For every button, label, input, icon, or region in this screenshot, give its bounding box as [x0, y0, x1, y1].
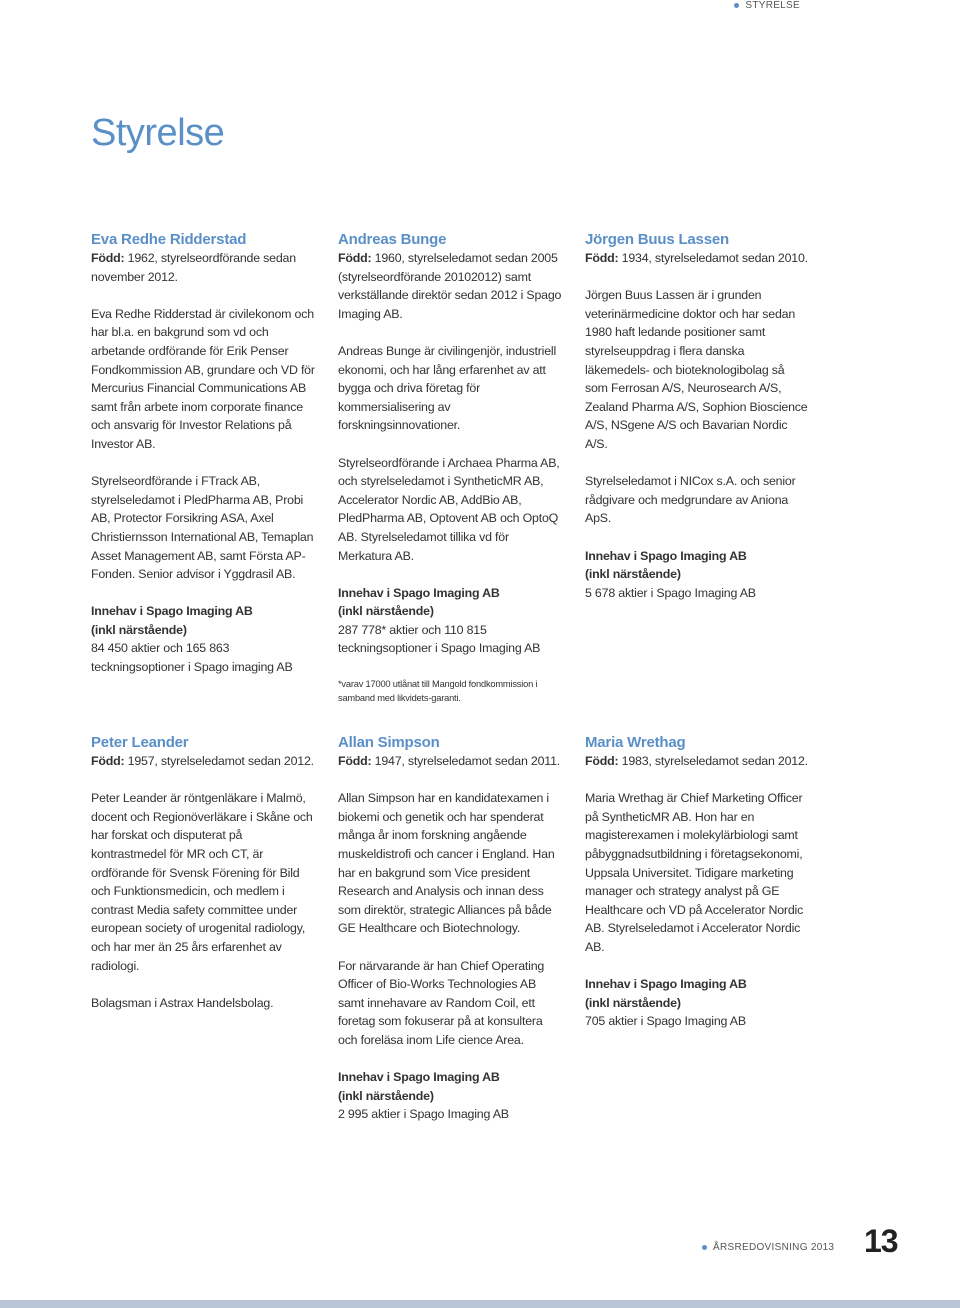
holdings-value: 2 995 aktier i Spago Imaging AB: [338, 1107, 509, 1122]
page-number: 13: [864, 1223, 898, 1259]
member-born: Född: 1983, styrelseledamot sedan 2012.: [585, 754, 808, 768]
holdings-value: 705 aktier i Spago Imaging AB: [585, 1014, 746, 1029]
holdings-subtitle: (inkl närstående): [585, 567, 681, 582]
member-born: Född: 1960, styrelseledamot sedan 2005 (styrelseordförande 20102012) samt verkställande direktör sedan 2012 i Spago Imaging AB.: [338, 251, 562, 321]
member-bio: Andreas Bunge är civilingenjör, industriell ekonomi, och har lång erfarenhet av att bygga och driva företag för kommersialisering av forskningsinnovationer.: [338, 343, 557, 433]
holdings-footnote: *varav 17000 utlånat till Mangold fondkommission i samband med likvidets-garanti.: [338, 678, 538, 703]
member-name: Peter Leander: [91, 734, 189, 751]
member-born: Född: 1962, styrelseordförande sedan november 2012.: [91, 251, 296, 284]
board-member-jorgen: [585, 230, 810, 602]
holdings-value: 5 678 aktier i Spago Imaging AB: [585, 585, 756, 600]
member-bio: Allan Simpson har en kandidatexamen i biokemi och genetik och har spenderat många år inom forskning angående muskeldistrofi och cancer i England. Han har en bakgrund som Vice president Research and Analysis och innan dess som direktör, strategic Alliances på både GE Healthcare och Biotechnology.: [338, 791, 555, 936]
holdings-subtitle: (inkl närstående): [91, 622, 187, 637]
member-bio: Peter Leander är röntgenläkare i Malmö, docent och Regionöverläkare i Skåne och har forskat och disputerat på kontrastmedel för MR och CT, är ordförande för Svensk Förening för Bild och Funktionsmedicin, och medlem i contrast Media safety committee under european society of urogenital radiology, och har mer än 25 års erfarenhet av radiologi.: [91, 791, 313, 973]
board-member-allan: [338, 733, 563, 1124]
page-title: Styrelse: [91, 112, 225, 154]
holdings-value: 84 450 aktier och 165 863 teckningsoptioner i Spago imaging AB: [91, 641, 293, 675]
holdings-subtitle: (inkl närstående): [338, 604, 434, 619]
member-born: Född: 1957, styrelseledamot sedan 2012.: [91, 754, 314, 768]
board-member-maria: [585, 733, 810, 1031]
holdings-subtitle: (inkl närstående): [585, 995, 681, 1010]
member-born: Född: 1947, styrelseledamot sedan 2011.: [338, 754, 561, 768]
member-bio: For närvarande är han Chief Operating Officer of Bio-Works Technologies AB samt innehavare av Random Coil, ett foretag som fokuserar på at konsultera och foreläsa inom Life cience Area.: [338, 958, 545, 1047]
holdings-title: Innehav i Spago Imaging AB: [338, 585, 500, 600]
member-bio: Styrelseordförande i FTrack AB, styrelseledamot i PledPharma AB, Probi AB, Protector Forsikring ASA, Axel Christiernsson International AB, Temaplan Asset Management AB, samt Första AP-Fonden. Senior advisor i Yggdrasil AB.: [91, 474, 314, 582]
board-member-eva: [91, 230, 316, 677]
bullet-icon: [702, 1245, 707, 1250]
bottom-bar: [0, 1300, 960, 1308]
holdings-title: Innehav i Spago Imaging AB: [585, 548, 747, 563]
holdings-subtitle: (inkl närstående): [338, 1088, 434, 1103]
member-bio: Maria Wrethag är Chief Marketing Officer på SyntheticMR AB. Hon har en magisterexamen i molekylärbiologi samt påbyggnadsutbildning i företagsekonomi, Uppsala Universitet. Tidigare marketing manager och strategy analyst på GE Healthcare och VD på Accelerator Nordic AB. Styrelseledamot i Accelerator Nordic AB.: [585, 791, 804, 954]
section-label: [734, 0, 800, 11]
member-name: Maria Wrethag: [585, 734, 686, 751]
member-born: Född: 1934, styrelseledamot sedan 2010.: [585, 251, 808, 265]
member-bio: Bolagsman i Astrax Handelsbolag.: [91, 995, 274, 1010]
member-bio: Styrelseledamot i NICox s.A. och senior rådgivare och medgrundare av Aniona ApS.: [585, 474, 796, 526]
member-name: Eva Redhe Ridderstad: [91, 231, 247, 248]
bullet-icon: [734, 3, 739, 8]
holdings-title: Innehav i Spago Imaging AB: [585, 977, 747, 992]
section-label-text: STYRELSE: [745, 0, 800, 11]
member-name: Jörgen Buus Lassen: [585, 231, 729, 248]
member-name: Andreas Bunge: [338, 231, 447, 248]
holdings-value: 287 778* aktier och 110 815 teckningsoptioner i Spago Imaging AB: [338, 622, 541, 656]
board-member-peter: [91, 733, 316, 1012]
holdings-title: Innehav i Spago Imaging AB: [91, 604, 253, 619]
report-label: [702, 1242, 834, 1253]
member-bio: Jörgen Buus Lassen är i grunden veterinärmedicine doktor och har sedan 1980 haft ledande positioner samt styrelseuppdrag i flera danska läkemedels- och bioteknologibolag så som Ferrosan A/S, Neurosearch A/S, Zealand Pharma A/S, Sophion Bioscience A/S, NSgene A/S och Bavarian Nordic A/S.: [585, 288, 808, 451]
holdings-title: Innehav i Spago Imaging AB: [338, 1070, 500, 1085]
report-label-text: ÅRSREDOVISNING 2013: [713, 1242, 835, 1253]
member-bio: Styrelseordförande i Archaea Pharma AB, och styrelseledamot i SyntheticMR AB, Accelerator Nordic AB, AddBio AB, PledPharma AB, Optovent AB och OptoQ AB. Styrelseledamot tillika vd för Merkatura AB.: [338, 455, 560, 563]
member-bio: Eva Redhe Ridderstad är civilekonom och har bl.a. en bakgrund som vd och arbetande ordförande för Erik Penser Fondkommission AB, grundare och VD för Mercurius Financial Communications AB samt från arbete inom corporate finance och ansvarig för Investor Relations på Investor AB.: [91, 306, 315, 451]
board-member-andreas: [338, 230, 563, 705]
member-name: Allan Simpson: [338, 734, 440, 751]
